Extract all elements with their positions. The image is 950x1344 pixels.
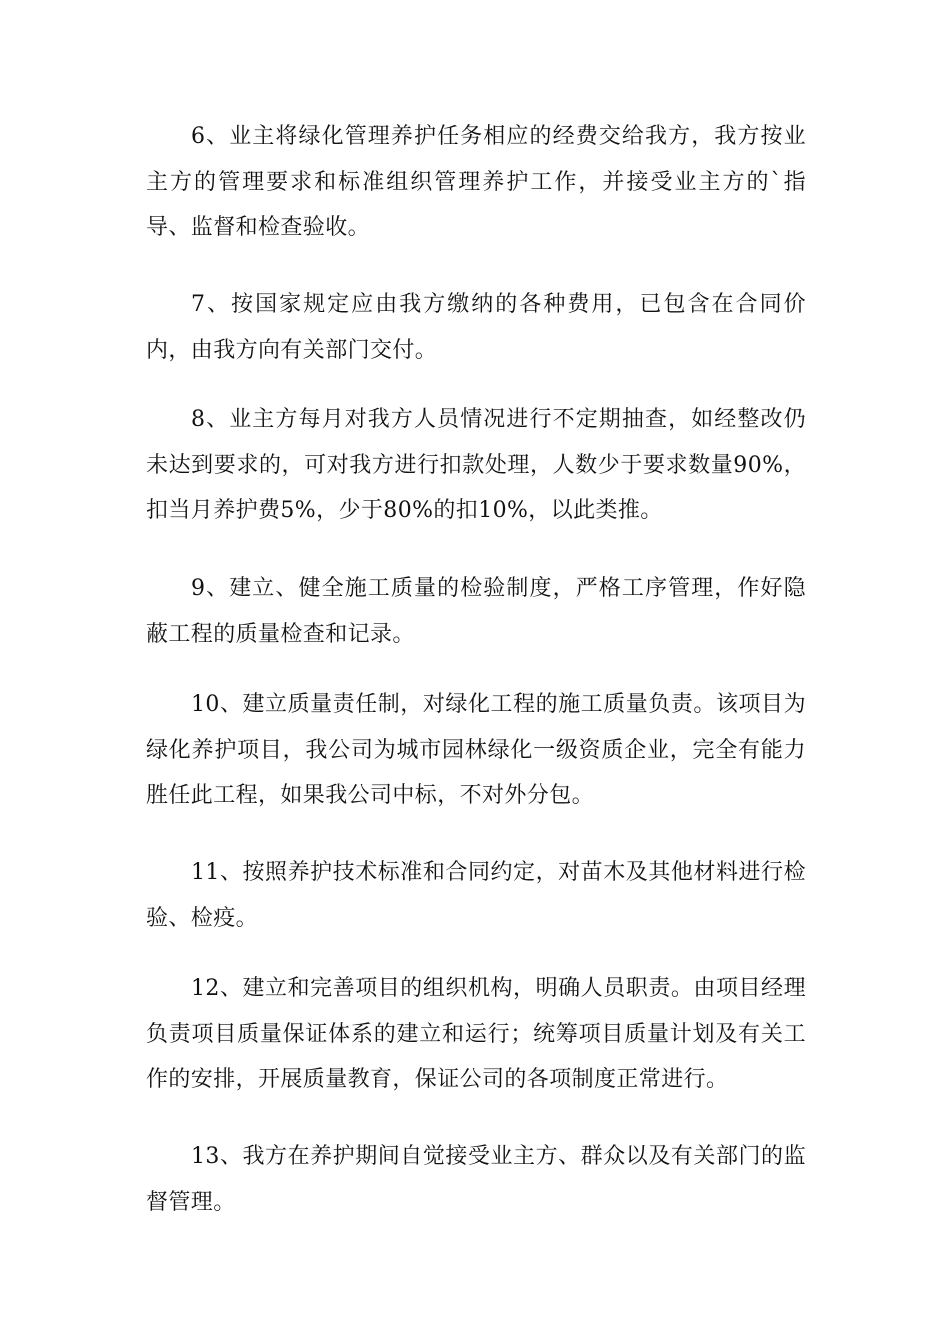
paragraph-item-7: 7、按国家规定应由我方缴纳的各种费用，已包含在合同价内，由我方向有关部门交付。 — [146, 292, 806, 363]
paragraph-item-8: 8、业主方每月对我方人员情况进行不定期抽查，如经整改仍未达到要求的，可对我方进行扣款处理，人数少于要求数量90%，扣当月养护费5%，少于80%的扣10%，以此类推。 — [146, 407, 806, 523]
paragraph-item-10: 10、建立质量责任制，对绿化工程的施工质量负责。该项目为绿化养护项目，我公司为城市园林绿化一级资质企业，完全有能力胜任此工程，如果我公司中标，不对外分包。 — [146, 692, 806, 808]
paragraph-item-13: 13、我方在养护期间自觉接受业主方、群众以及有关部门的监督管理。 — [146, 1144, 806, 1215]
paragraph-item-6: 6、业主将绿化管理养护任务相应的经费交给我方，我方按业主方的管理要求和标准组织管理养护工作，并接受业主方的`指导、监督和检查验收。 — [146, 124, 806, 240]
paragraph-item-11: 11、按照养护技术标准和合同约定，对苗木及其他材料进行检验、检疫。 — [146, 860, 806, 931]
paragraph-item-9: 9、建立、健全施工质量的检验制度，严格工序管理，作好隐蔽工程的质量检查和记录。 — [146, 576, 806, 647]
paragraph-item-12: 12、建立和完善项目的组织机构，明确人员职责。由项目经理负责项目质量保证体系的建立和运行；统筹项目质量计划及有关工作的安排，开展质量教育，保证公司的各项制度正常进行。 — [146, 976, 806, 1092]
